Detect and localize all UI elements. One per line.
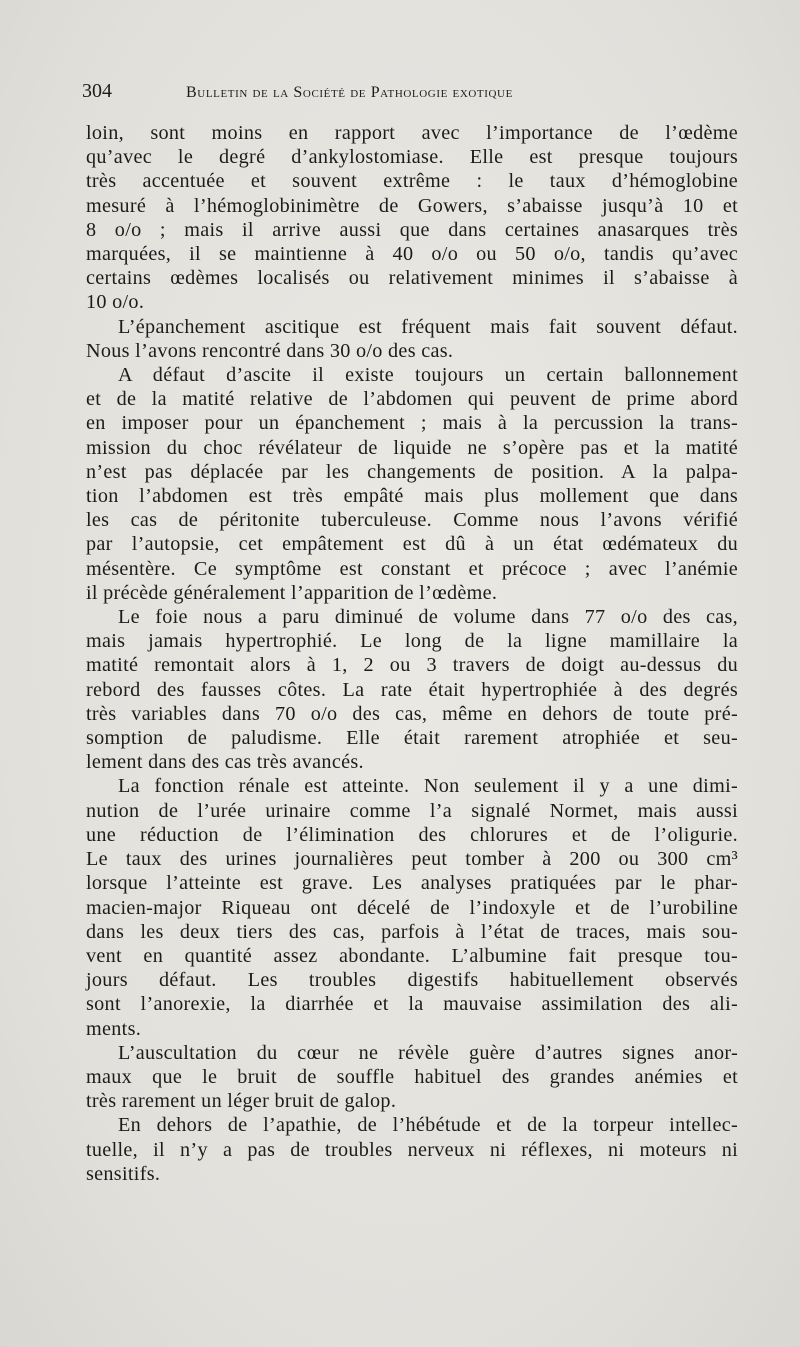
text-line: En dehors de l’apathie, de l’hébétude et de la torpeur intellec- bbox=[118, 1114, 738, 1137]
text-line: rebord des fausses côtes. La rate était hypertrophiée à des degrés bbox=[86, 678, 738, 701]
text-line: Le foie nous a paru diminué de volume dans 77 o/o des cas, bbox=[118, 606, 738, 629]
text-line: très accentuée et souvent extrême : le taux d’hémoglobine bbox=[86, 170, 738, 193]
text-line: très rarement un léger bruit de galop. bbox=[86, 1090, 397, 1113]
text-line: mésentère. Ce symptôme est constant et précoce ; avec l’anémie bbox=[86, 557, 738, 580]
text-line: il précède généralement l’apparition de l’œdème. bbox=[86, 581, 498, 604]
text-line: tion l’abdomen est très empâté mais plus mollement que dans bbox=[86, 485, 738, 508]
text-line: mesuré à l’hémoglobinimètre de Gowers, s’abaisse jusqu’à 10 et bbox=[86, 194, 738, 217]
text-line: Le taux des urines journalières peut tomber à 200 ou 300 cm³ bbox=[86, 848, 738, 871]
text-line: A défaut d’ascite il existe toujours un certain ballonnement bbox=[118, 364, 738, 387]
text-line: L’auscultation du cœur ne révèle guère d’autres signes anor- bbox=[118, 1041, 738, 1064]
text-line: lement dans des cas très avancés. bbox=[86, 751, 364, 774]
text-line: sont l’anorexie, la diarrhée et la mauvaise assimilation des ali- bbox=[86, 993, 738, 1016]
text-line: loin, sont moins en rapport avec l’importance de l’œdème bbox=[86, 122, 738, 144]
body-text bbox=[86, 121, 738, 1186]
text-line: vent en quantité assez abondante. L’albumine fait presque tou- bbox=[86, 944, 738, 967]
text-line: marquées, il se maintienne à 40 o/o ou 50 o/o, tandis qu’avec bbox=[86, 243, 738, 266]
text-line: qu’avec le degré d’ankylostomiase. Elle est presque toujours bbox=[86, 146, 738, 169]
text-line: en imposer pour un épanchement ; mais à la percussion la trans- bbox=[86, 412, 738, 435]
text-line: jours défaut. Les troubles digestifs habituellement observés bbox=[86, 969, 738, 992]
text-line: lorsque l’atteinte est grave. Les analyses pratiquées par le phar- bbox=[86, 872, 738, 895]
text-line: 10 o/o. bbox=[86, 291, 145, 314]
text-line: et de la matité relative de l’abdomen qui peuvent de prime abord bbox=[86, 388, 738, 411]
page-header bbox=[82, 80, 742, 110]
text-line: L’épanchement ascitique est fréquent mais fait souvent défaut. bbox=[118, 315, 738, 338]
text-line: mais jamais hypertrophié. Le long de la ligne mamillaire la bbox=[86, 630, 738, 653]
text-line: nution de l’urée urinaire comme l’a signalé Normet, mais aussi bbox=[86, 799, 738, 822]
text-line: une réduction de l’élimination des chlorures et de l’oligurie. bbox=[86, 823, 738, 846]
text-line: certains œdèmes localisés ou relativement minimes il s’abaisse à bbox=[86, 267, 738, 290]
text-line: 8 o/o ; mais il arrive aussi que dans certaines anasarques très bbox=[86, 218, 738, 241]
text-line: n’est pas déplacée par les changements de position. A la palpa- bbox=[86, 460, 738, 483]
text-line: La fonction rénale est atteinte. Non seulement il y a une dimi- bbox=[118, 775, 738, 798]
text-line: tuelle, il n’y a pas de troubles nerveux ni réflexes, ni moteurs ni bbox=[86, 1138, 738, 1161]
text-line: somption de paludisme. Elle était rarement atrophiée et seu- bbox=[86, 727, 738, 750]
page-number: 304 bbox=[82, 80, 112, 102]
text-line: mission du choc révélateur de liquide ne s’opère pas et la matité bbox=[86, 436, 738, 459]
text-line: maux que le bruit de souffle habituel des grandes anémies et bbox=[86, 1065, 738, 1088]
text-line: matité remontait alors à 1, 2 ou 3 travers de doigt au-dessus du bbox=[86, 654, 738, 677]
text-line: Nous l’avons rencontré dans 30 o/o des cas. bbox=[86, 339, 454, 362]
text-line: les cas de péritonite tuberculeuse. Comme nous l’avons vérifié bbox=[86, 509, 738, 532]
text-line: par l’autopsie, cet empâtement est dû à un état œdémateux du bbox=[86, 533, 738, 556]
text-line: ments. bbox=[86, 1017, 142, 1040]
text-line: sensitifs. bbox=[86, 1162, 161, 1185]
text-line: dans les deux tiers des cas, parfois à l’état de traces, mais sou- bbox=[86, 920, 738, 943]
text-line: macien-major Riqueau ont décelé de l’indoxyle et de l’urobiline bbox=[86, 896, 738, 919]
running-title: Bulletin de la Société de Pathologie exotique bbox=[186, 84, 513, 101]
text-line: très variables dans 70 o/o des cas, même en dehors de toute pré- bbox=[86, 702, 738, 725]
